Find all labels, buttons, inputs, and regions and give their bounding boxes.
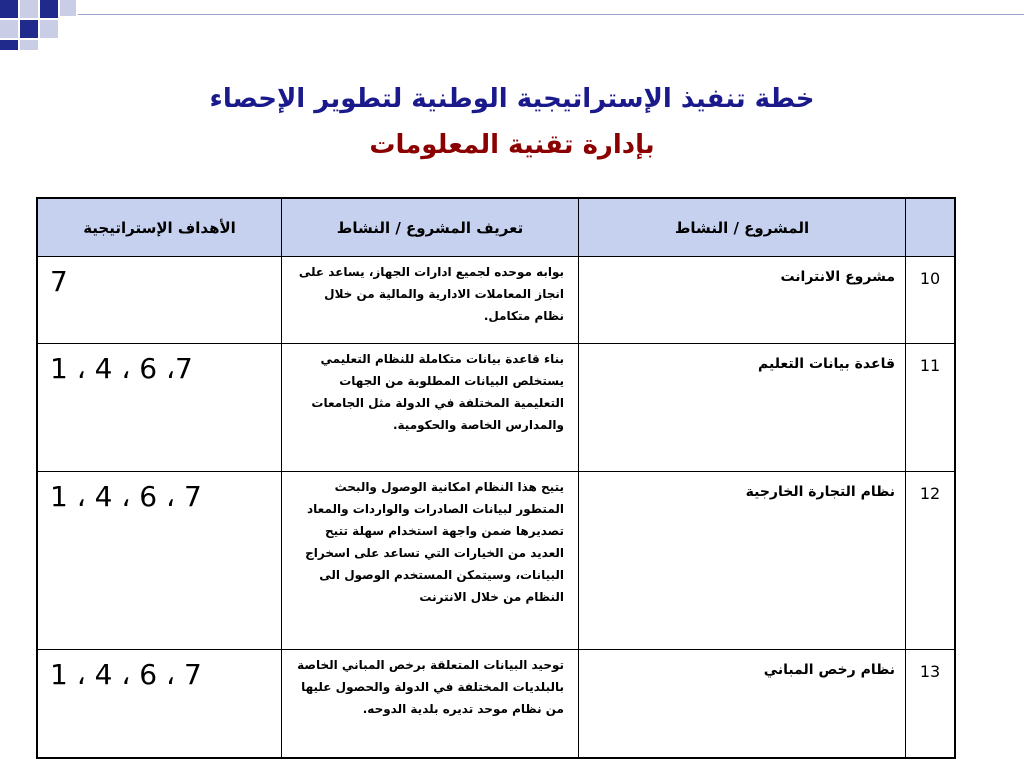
row-project: قاعدة بيانات التعليم bbox=[579, 344, 906, 472]
row-definition: بوابه موحده لجميع ادارات الجهاز، يساعد على انجاز المعاملات الادارية والمالية من خلال نظام متكامل. bbox=[282, 257, 579, 344]
deco-square bbox=[40, 20, 58, 38]
deco-square bbox=[20, 0, 38, 18]
table-row bbox=[37, 344, 955, 472]
row-number: 12 bbox=[906, 472, 956, 650]
table-row bbox=[37, 650, 955, 758]
table-header-row bbox=[37, 198, 955, 257]
deco-square bbox=[20, 20, 38, 38]
row-number: 11 bbox=[906, 344, 956, 472]
header-number bbox=[906, 198, 956, 257]
row-goals: 1 ، 4 ، 6 ، 7 bbox=[37, 650, 282, 758]
projects-table bbox=[36, 197, 956, 759]
page-title: خطة تنفيذ الإستراتيجية الوطنية لتطوير الإحصاء bbox=[209, 84, 815, 114]
row-definition: يتيح هذا النظام امكانية الوصول والبحث المتطور لبيانات الصادرات والواردات والمعاد تصديرها ضمن واجهة استخدام سهلة تتيح العديد من الخيارات التي تساعد على اسخراج البيانات، وسيتمكن المستخدم الوصول الى النظام من خلال الانترنت bbox=[282, 472, 579, 650]
row-definition: بناء قاعدة بيانات متكاملة للنظام التعليمي يستخلص البيانات المطلوبة من الجهات التعليمية المختلفة في الدولة مثل الجامعات والمدارس الخاصة والحكومية. bbox=[282, 344, 579, 472]
row-goals: 1 ، 4 ، 6 ، 7 bbox=[37, 472, 282, 650]
row-number: 13 bbox=[906, 650, 956, 758]
header-project: المشروع / النشاط bbox=[579, 198, 906, 257]
deco-square bbox=[0, 0, 18, 18]
header-rule bbox=[78, 14, 1024, 15]
row-goals: 1 ، 4 ، 6 ،7 bbox=[37, 344, 282, 472]
header-definition: تعريف المشروع / النشاط bbox=[282, 198, 579, 257]
row-goals: 7 bbox=[37, 257, 282, 344]
row-number: 10 bbox=[906, 257, 956, 344]
table-row bbox=[37, 257, 955, 344]
row-project: نظام التجارة الخارجية bbox=[579, 472, 906, 650]
page-subtitle: بإدارة تقنية المعلومات bbox=[369, 130, 655, 160]
deco-square bbox=[0, 20, 18, 38]
deco-square bbox=[60, 0, 76, 16]
row-definition: توحيد البيانات المتعلقة برخص المباني الخاصة بالبلديات المختلفة في الدولة والحصول عليها من نظام موحد تديره بلدية الدوحه. bbox=[282, 650, 579, 758]
row-project: نظام رخص المباني bbox=[579, 650, 906, 758]
deco-square bbox=[40, 0, 58, 18]
table-row bbox=[37, 472, 955, 650]
row-project: مشروع الانترانت bbox=[579, 257, 906, 344]
header-goals: الأهداف الإستراتيجية bbox=[37, 198, 282, 257]
deco-square bbox=[0, 40, 18, 50]
deco-square bbox=[20, 40, 38, 50]
